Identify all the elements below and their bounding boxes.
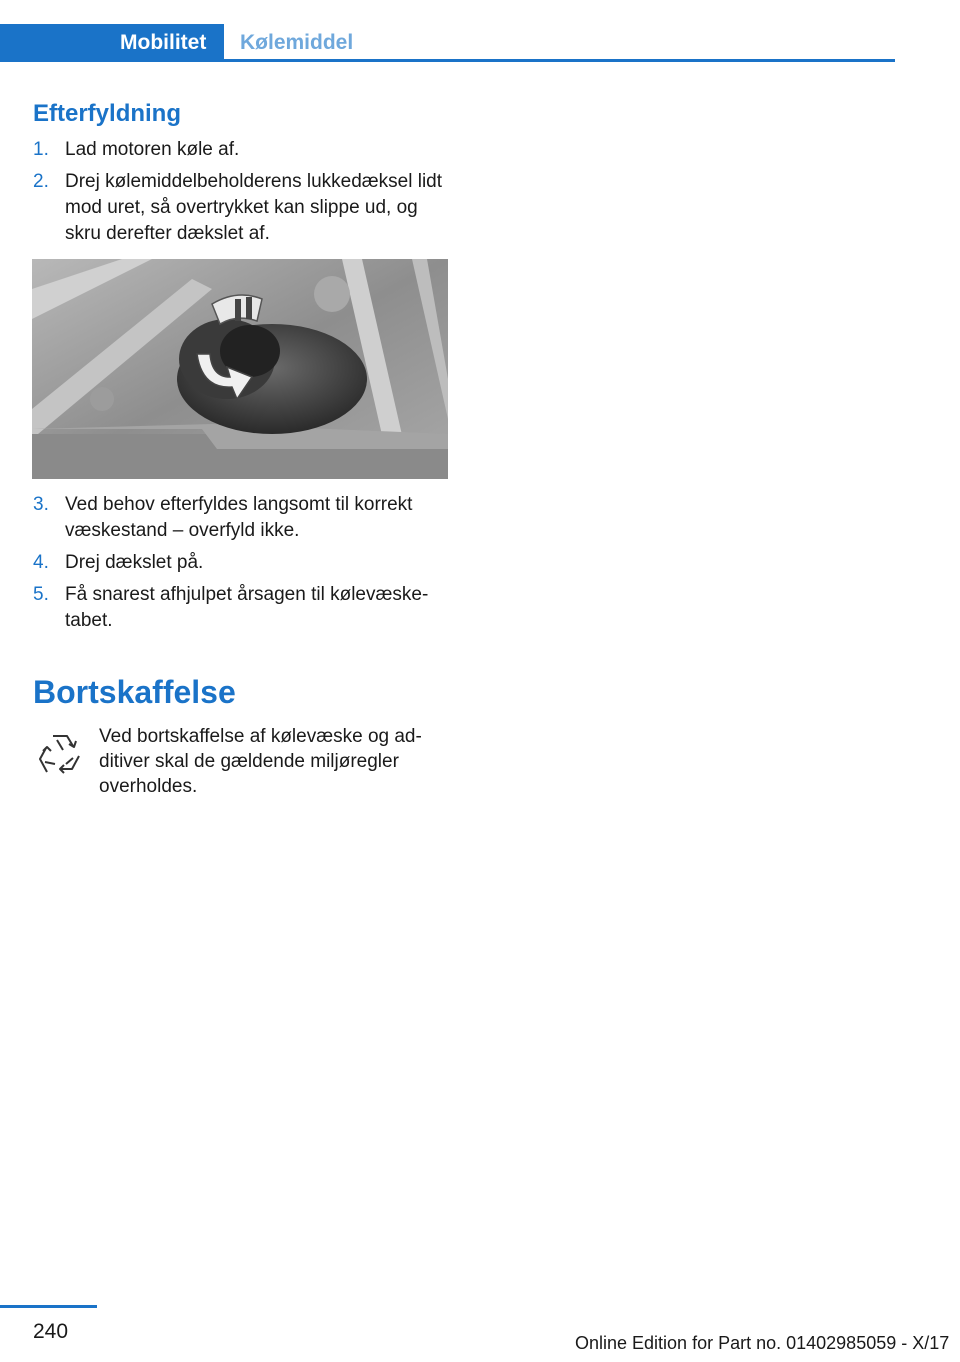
step-text: Ved behov efterfyldes langsomt til korrekt væskestand – overfyld ikke. xyxy=(65,494,413,541)
step-text: Drej kølemiddelbeholderens lukkedæksel lidt mod uret, så overtrykket kan slippe ud, og skru derefter dækslet af. xyxy=(65,171,443,244)
page-number: 240 xyxy=(33,1320,69,1343)
footer-divider xyxy=(0,1305,97,1308)
coolant-cap-illustration xyxy=(32,259,448,479)
list-item xyxy=(33,137,453,163)
list-item xyxy=(33,492,453,544)
step-text: Drej dækslet på. xyxy=(65,552,204,573)
tab-mobilitet[interactable]: Mobilitet xyxy=(0,24,224,62)
step-text: Få snarest afhjulpet årsagen til kølevæske‐tabet. xyxy=(65,584,429,631)
step-text: Lad motoren køle af. xyxy=(65,139,240,160)
list-item xyxy=(33,169,453,247)
coolant-cap-photo xyxy=(32,259,448,479)
disposal-text: Ved bortskaffelse af kølevæske og ad‐ditiver skal de gældende miljøregler overholdes. xyxy=(99,726,422,797)
footer-edition: Online Edition for Part no. 01402985059 - X/17 xyxy=(575,1333,950,1353)
step-number: 1. xyxy=(33,139,49,160)
section-title: Efterfyldning xyxy=(33,100,181,127)
step-number: 3. xyxy=(33,494,49,515)
recycle-icon xyxy=(33,728,87,782)
header-bar xyxy=(0,24,895,62)
disposal-title: Bortskaffelse xyxy=(33,674,236,710)
step-number: 5. xyxy=(33,584,49,605)
list-item xyxy=(33,550,453,576)
tab-kolemiddel[interactable]: Kølemiddel xyxy=(240,31,354,54)
step-number: 2. xyxy=(33,171,49,192)
steps-list-b xyxy=(33,492,453,640)
list-item xyxy=(33,582,453,634)
step-number: 4. xyxy=(33,552,49,573)
steps-list-a xyxy=(33,137,453,253)
